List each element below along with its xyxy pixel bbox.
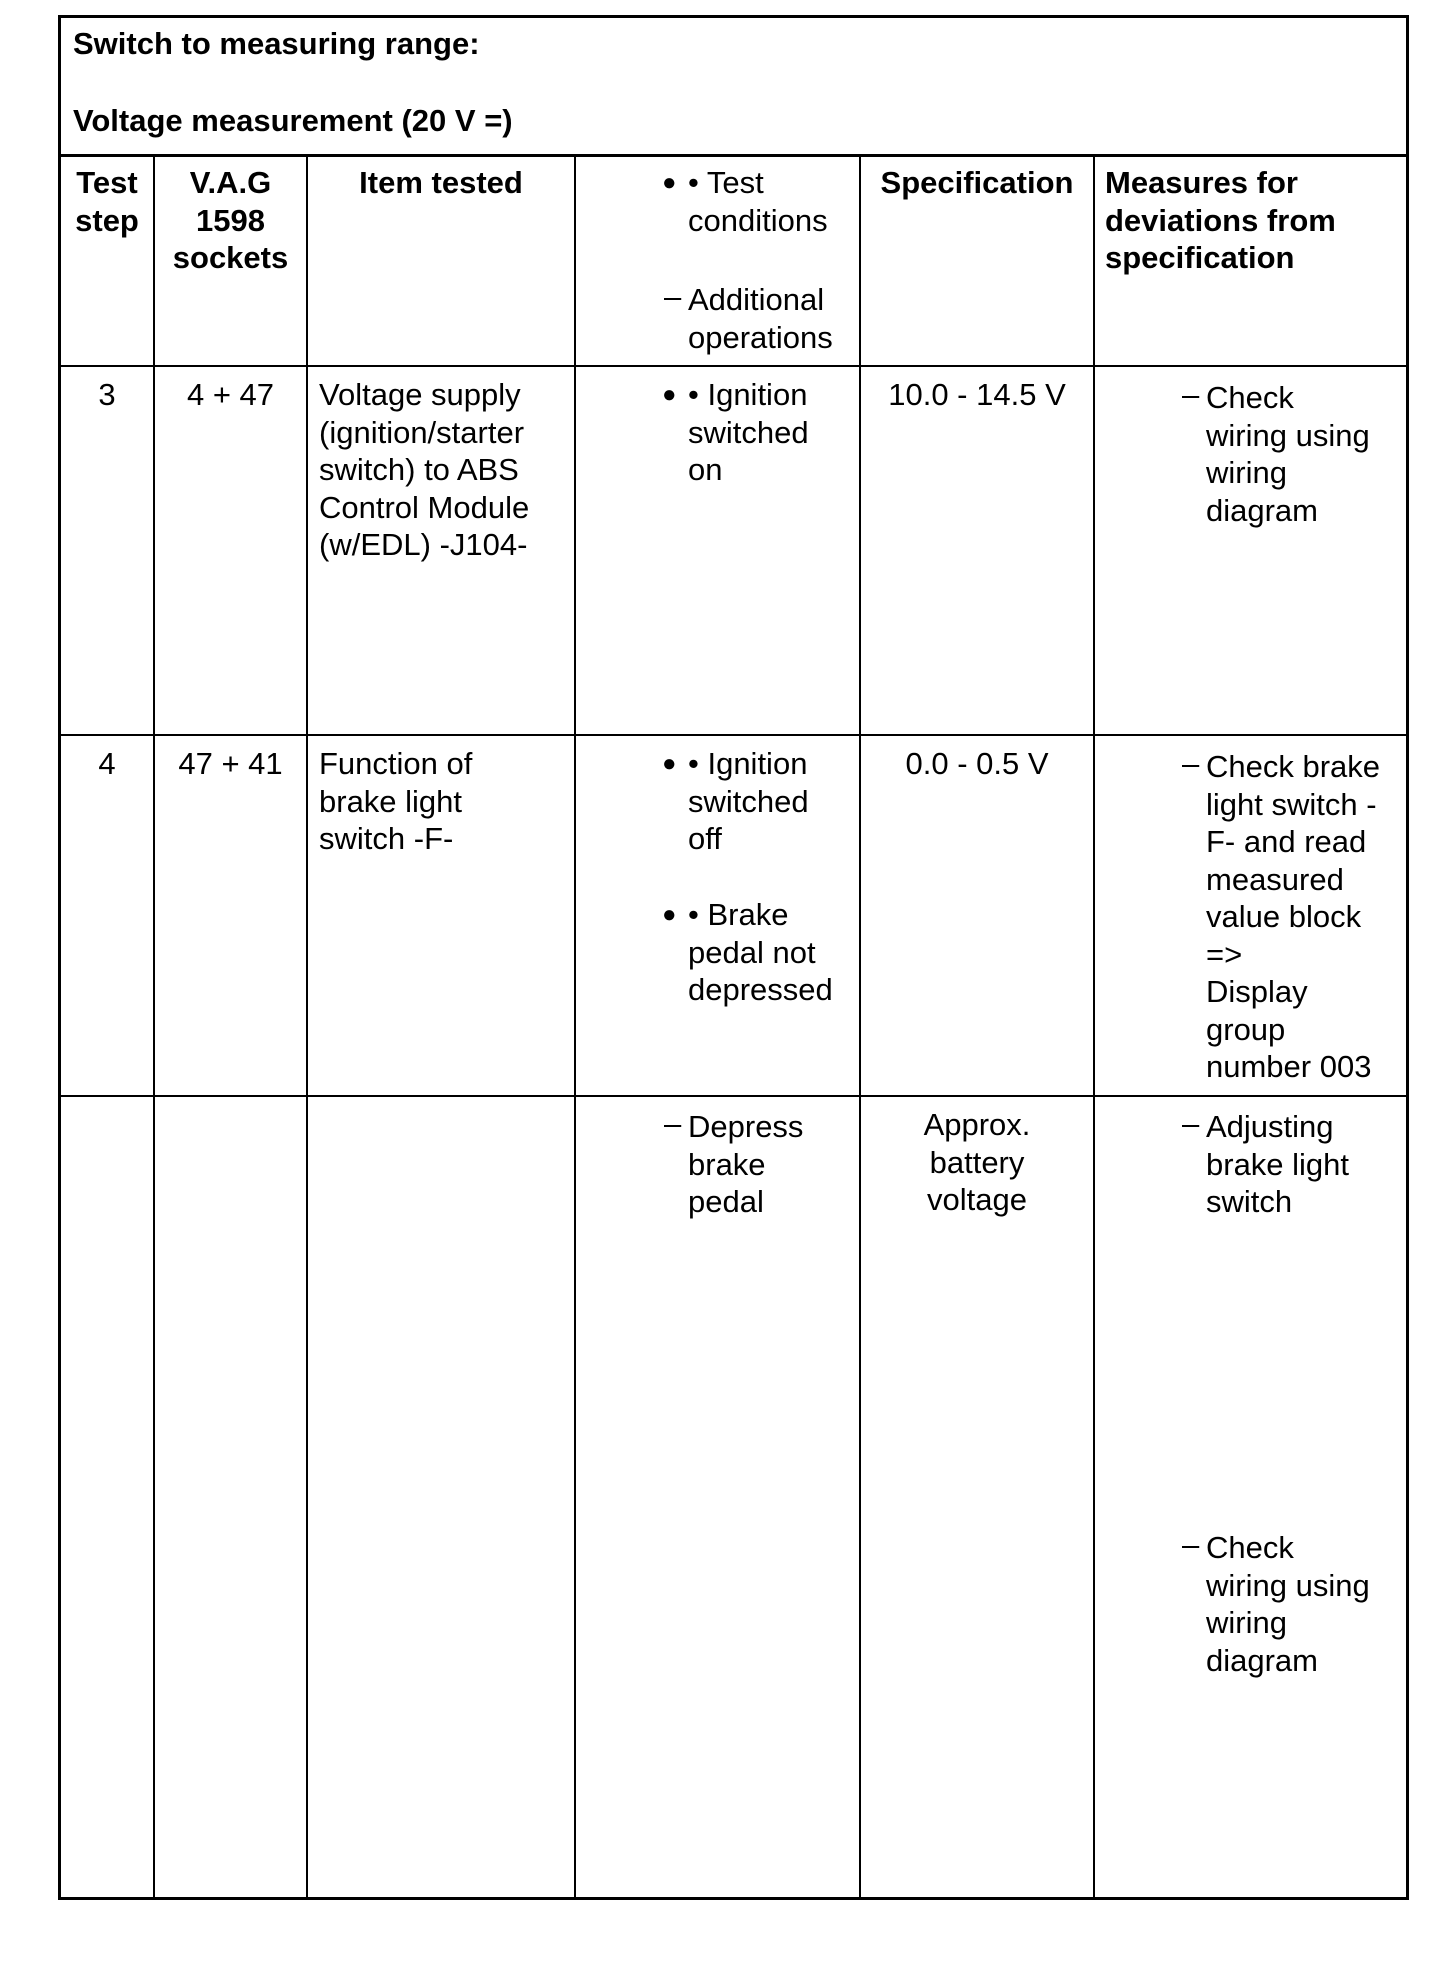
row-4-test-condition-ignition: ● • Ignition switched off <box>662 746 809 856</box>
col-header-additional-operations: – Additional operations <box>664 279 833 355</box>
banner-line-range: Switch to measuring range: <box>73 26 480 61</box>
grid-line <box>574 157 576 1897</box>
row-3-test-condition: ● • Ignition switched on <box>662 377 809 487</box>
grid-line <box>61 365 1406 367</box>
bullet-icon: ● <box>662 750 677 777</box>
grid-line <box>306 157 308 1897</box>
row-3-measure: – Check wiring using wiring diagram <box>1182 377 1370 528</box>
row-3-specification: 10.0 - 14.5 V <box>888 377 1066 412</box>
grid-line <box>61 734 1406 736</box>
grid-line <box>1093 157 1095 1897</box>
bullet-icon: ● <box>662 169 677 196</box>
col-header-test-step: Test step <box>75 165 139 238</box>
row-4-sockets: 47 + 41 <box>178 746 283 781</box>
dash-icon: – <box>664 279 682 314</box>
row-5-specification: Approx. battery voltage <box>923 1107 1031 1217</box>
row-4-measure: – Check brake light switch - F- and read measured value block => Display group number 003 <box>1182 746 1381 1084</box>
row-5-measure-check-wiring: – Check wiring using wiring diagram <box>1182 1527 1370 1678</box>
row-4-test-condition-brake: ● • Brake pedal not depressed <box>662 897 833 1007</box>
row-3-test-step: 3 <box>98 377 116 412</box>
col-header-test-conditions: ● • Test conditions <box>662 165 828 238</box>
row-5-additional-operation: – Depress brake pedal <box>664 1106 804 1219</box>
row-3-sockets: 4 + 47 <box>186 377 275 412</box>
col-header-sockets: V.A.G 1598 sockets <box>172 165 289 275</box>
measuring-range-banner <box>61 18 1406 157</box>
col-header-item-tested: Item tested <box>359 165 523 200</box>
grid-line <box>61 1095 1406 1097</box>
row-5-measure-adjust: – Adjusting brake light switch <box>1182 1106 1350 1219</box>
grid-line <box>153 157 155 1897</box>
row-4-item-tested: Function of brake light switch -F- <box>319 746 473 856</box>
bullet-icon: ● <box>662 901 677 928</box>
grid-line <box>859 157 861 1897</box>
bullet-icon: ● <box>662 381 677 408</box>
row-4-specification: 0.0 - 0.5 V <box>905 746 1049 781</box>
dash-icon: – <box>1182 746 1200 781</box>
dash-icon: – <box>1182 1527 1200 1562</box>
row-4-test-step: 4 <box>98 746 116 781</box>
dash-icon: – <box>1182 1106 1200 1141</box>
banner-line-voltage: Voltage measurement (20 V =) <box>73 103 513 138</box>
dash-icon: – <box>664 1106 682 1141</box>
col-header-specification: Specification <box>880 165 1074 200</box>
col-header-measures: Measures for deviations from specification <box>1105 165 1336 275</box>
dash-icon: – <box>1182 377 1200 412</box>
test-table <box>58 15 1409 1900</box>
row-3-item-tested: Voltage supply (ignition/starter switch) to ABS Control Module (w/EDL) -J104- <box>319 377 530 562</box>
